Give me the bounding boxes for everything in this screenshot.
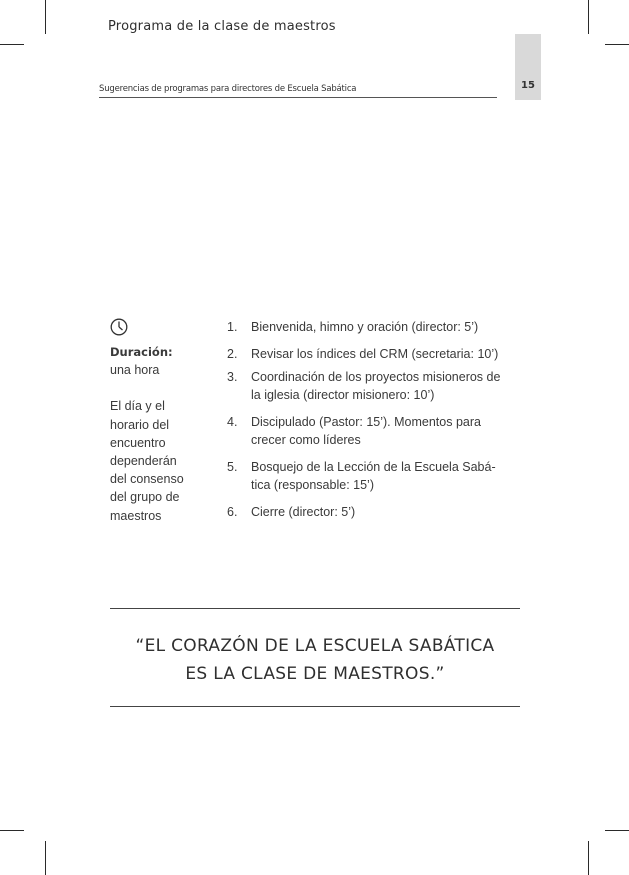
item-text	[251, 345, 527, 363]
quote-line: “EL CORAZÓN DE LA ESCUELA SABÁTICA	[135, 636, 495, 656]
crop-mark	[588, 0, 589, 34]
item-text	[251, 458, 527, 494]
item-text	[251, 318, 527, 336]
item-line: Coordinación de los proyectos misioneros de	[251, 370, 501, 384]
item-number: 2.	[227, 347, 238, 361]
item-line: Revisar los índices del CRM (secretaria: 10’)	[251, 347, 499, 361]
subtitle-rule	[99, 97, 497, 98]
item-number: 3.	[227, 370, 238, 384]
crop-mark	[45, 841, 46, 875]
note-line: dependerán	[110, 454, 177, 469]
note-line: encuentro	[110, 435, 166, 450]
item-text	[251, 413, 527, 449]
item-number: 4.	[227, 415, 238, 429]
page-number: 15	[521, 80, 535, 91]
clock-icon	[110, 318, 128, 336]
item-number: 1.	[227, 320, 238, 334]
crop-mark	[605, 830, 629, 831]
crop-mark	[588, 841, 589, 875]
note-line: del grupo de	[110, 490, 180, 505]
running-title: Programa de la clase de maestros	[108, 19, 336, 34]
item-line: Bosquejo de la Lección de la Escuela Sabá-	[251, 460, 496, 474]
item-line: Discipulado (Pastor: 15’). Momentos para	[251, 415, 481, 429]
item-line: crecer como líderes	[251, 433, 361, 447]
note-line: del consenso	[110, 472, 184, 487]
quote-bottom-rule	[110, 706, 520, 707]
duration-value: una hora	[110, 363, 160, 378]
item-line: la iglesia (director misionero: 10’)	[251, 388, 435, 402]
crop-mark	[605, 44, 629, 45]
program-list	[227, 318, 527, 530]
item-number: 6.	[227, 505, 238, 519]
item-number: 5.	[227, 460, 238, 474]
crop-mark	[0, 830, 24, 831]
item-text	[251, 368, 527, 404]
pull-quote	[60, 632, 570, 688]
note-line: horario del	[110, 417, 170, 432]
duration-label: Duración:	[110, 345, 173, 359]
item-line: Cierre (director: 5’)	[251, 505, 356, 519]
schedule-note	[110, 397, 210, 524]
quote-top-rule	[110, 608, 520, 609]
list-item	[227, 503, 527, 521]
list-item	[227, 318, 527, 336]
item-line: Bienvenida, himno y oración (director: 5’)	[251, 320, 479, 334]
list-item	[227, 458, 527, 494]
crop-mark	[0, 44, 24, 45]
note-line: maestros	[110, 508, 162, 523]
list-item	[227, 345, 527, 363]
list-item	[227, 413, 527, 449]
crop-mark	[45, 0, 46, 34]
item-line: tica (responsable: 15’)	[251, 478, 374, 492]
list-item	[227, 368, 527, 404]
page-subtitle: Sugerencias de programas para directores de Escuela Sabática	[99, 84, 357, 94]
quote-line: ES LA CLASE DE MAESTROS.”	[185, 664, 445, 684]
item-text	[251, 503, 527, 521]
duration-panel	[110, 343, 210, 525]
note-line: El día y el	[110, 399, 165, 414]
